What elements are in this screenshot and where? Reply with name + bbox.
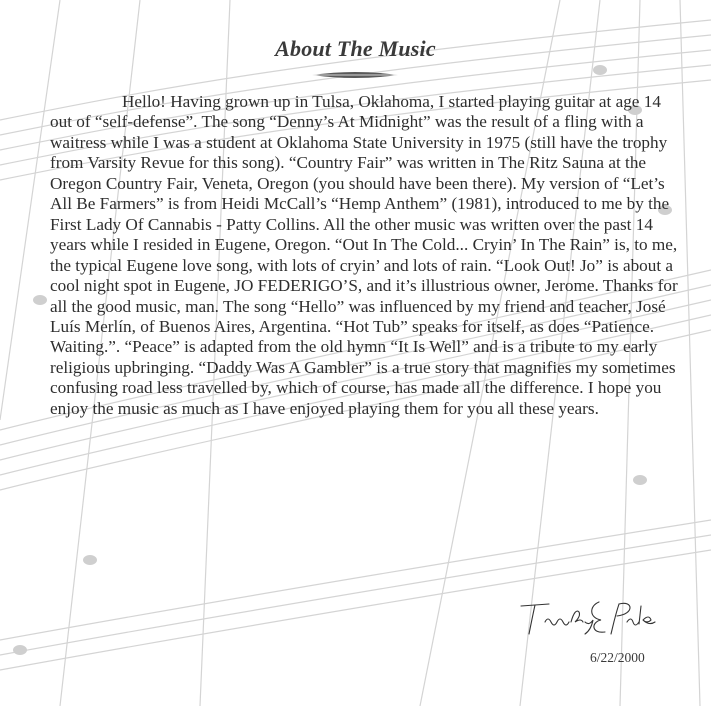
author-signature <box>515 594 665 640</box>
page-title: About The Music <box>275 36 436 61</box>
ornamental-divider <box>310 68 400 82</box>
about-body-text: Hello! Having grown up in Tulsa, Oklahoma, I started playing guitar at age 14 out of “self-defense”. The song “Denny’s At Midnight” was the result of a fling with a waitress while I was a student at Oklahoma State University in 1975 (still have the trophy from Varsity Revue for this song). “Country Fair” was written in The Ritz Sauna at the Oregon Country Fair, Veneta, Oregon (you should have been there). My version of “Let’s All Be Farmers” is from Heidi McCall’s “Hemp Anthem” (1981), introduced to me by the First Lady Of Cannabis - Patty Collins. All the other music was written over the past 14 years while I resided in Eugene, Oregon. “Out In The Cold... Cryin’ In The Rain” is, to me, the typical Eugene love song, with lots of cryin’ and lots of rain. “Look Out! Jo” is about a cool night spot in Eugene, JO FEDERIGO’S, and it’s illustrious owner, Jerome. Thanks for all the good music, man. The song “Hello” was influenced by my friend and teacher, José Luís Merlín, of Buenos Aires, Argentina. “Hot Tub” speaks for itself, as does “Patience. Waiting.”. “Peace” is adapted from the old hymn “It Is Well” and is a tribute to my early religious upbringing. “Daddy Was A Gambler” is a true story that magnifies my sometimes confusing road less travelled by, which of course, has made all the difference. I hope you enjoy the music as much as I have enjoyed playing them for you all these years. <box>50 92 678 418</box>
signature-date: 6/22/2000 <box>590 650 645 665</box>
